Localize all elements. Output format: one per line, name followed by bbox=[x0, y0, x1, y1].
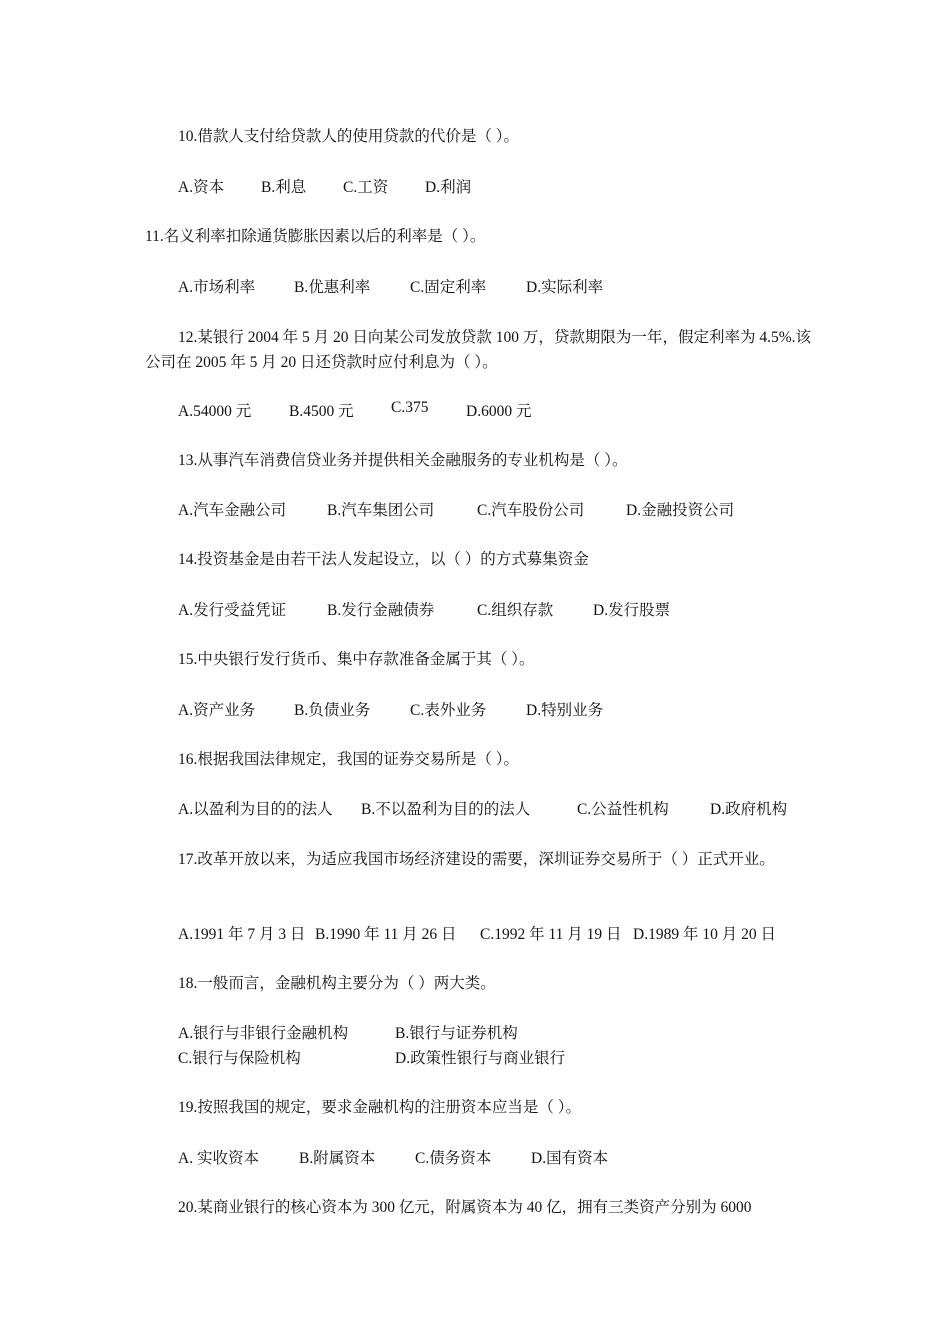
option-a: A.资本 bbox=[178, 179, 225, 196]
option-c: C.工资 bbox=[343, 179, 389, 196]
question-10: 10.借款人支付给贷款人的使用贷款的代价是（ ）。 bbox=[178, 128, 520, 145]
question-18: 18.一般而言，金融机构主要分为（ ）两大类。 bbox=[178, 975, 496, 992]
option-b: B.4500 元 bbox=[289, 403, 354, 420]
option-c: C.汽车股份公司 bbox=[477, 502, 585, 519]
option-a: A. 实收资本 bbox=[178, 1150, 259, 1167]
option-d: D.1989 年 10 月 20 日 bbox=[633, 926, 776, 943]
question-14: 14.投资基金是由若干法人发起设立，以（ ）的方式募集资金 bbox=[178, 551, 589, 568]
option-d: D.特别业务 bbox=[526, 702, 604, 719]
option-a: A.资产业务 bbox=[178, 702, 256, 719]
option-a: A.1991 年 7 月 3 日 bbox=[178, 926, 306, 943]
option-d: D.政府机构 bbox=[710, 801, 788, 818]
question-11: 11.名义利率扣除通货膨胀因素以后的利率是（ ）。 bbox=[145, 228, 486, 245]
option-d: D.政策性银行与商业银行 bbox=[395, 1050, 566, 1067]
option-b: B.银行与证券机构 bbox=[395, 1025, 518, 1042]
option-b: B.附属资本 bbox=[299, 1150, 376, 1167]
option-d: D.6000 元 bbox=[466, 403, 532, 420]
option-c: C.公益性机构 bbox=[577, 801, 669, 818]
option-b: B.利息 bbox=[261, 179, 307, 196]
option-d: D.实际利率 bbox=[526, 279, 604, 296]
question-19: 19.按照我国的规定，要求金融机构的注册资本应当是（ ）。 bbox=[178, 1099, 582, 1116]
option-a: A.以盈利为目的的法人 bbox=[178, 801, 333, 818]
option-c: C.组织存款 bbox=[477, 602, 554, 619]
option-d: D.国有资本 bbox=[531, 1150, 609, 1167]
question-12: 12.某银行 2004 年 5 月 20 日向某公司发放贷款 100 万，贷款期限为一年，假定利率为 4.5%.该公司在 2005 年 5 月 20 日还贷款时应付利息为（ ）。 bbox=[145, 329, 811, 371]
option-a: A.发行受益凭证 bbox=[178, 602, 287, 619]
option-c: C.银行与保险机构 bbox=[178, 1050, 301, 1067]
question-15: 15.中央银行发行货币、集中存款准备金属于其（ ）。 bbox=[178, 651, 535, 668]
option-c: C.固定利率 bbox=[410, 279, 487, 296]
option-a: A.汽车金融公司 bbox=[178, 502, 287, 519]
option-d: D.发行股票 bbox=[593, 602, 671, 619]
question-17: 17.改革开放以来，为适应我国市场经济建设的需要，深圳证券交易所于（ ）正式开业。 bbox=[178, 851, 775, 868]
option-d: D.金融投资公司 bbox=[626, 502, 735, 519]
option-b: B.优惠利率 bbox=[294, 279, 371, 296]
option-a: A.54000 元 bbox=[178, 403, 252, 420]
option-d: D.利润 bbox=[425, 179, 472, 196]
option-c: C.1992 年 11 月 19 日 bbox=[480, 926, 622, 943]
option-b: B.汽车集团公司 bbox=[327, 502, 435, 519]
option-b: B.发行金融债券 bbox=[327, 602, 435, 619]
option-a: A.市场利率 bbox=[178, 279, 256, 296]
question-16: 16.根据我国法律规定，我国的证券交易所是（ ）。 bbox=[178, 751, 520, 768]
option-c: C.债务资本 bbox=[415, 1150, 492, 1167]
question-13: 13.从事汽车消费信贷业务并提供相关金融服务的专业机构是（ ）。 bbox=[178, 452, 628, 469]
question-20: 20.某商业银行的核心资本为 300 亿元，附属资本为 40 亿，拥有三类资产分别为 6000 bbox=[178, 1199, 752, 1216]
option-b: B.不以盈利为目的的法人 bbox=[361, 801, 531, 818]
option-b: B.1990 年 11 月 26 日 bbox=[315, 926, 457, 943]
option-b: B.负债业务 bbox=[294, 702, 371, 719]
option-a: A.银行与非银行金融机构 bbox=[178, 1025, 349, 1042]
option-c: C.表外业务 bbox=[410, 702, 487, 719]
option-c: C.375 bbox=[391, 399, 429, 416]
